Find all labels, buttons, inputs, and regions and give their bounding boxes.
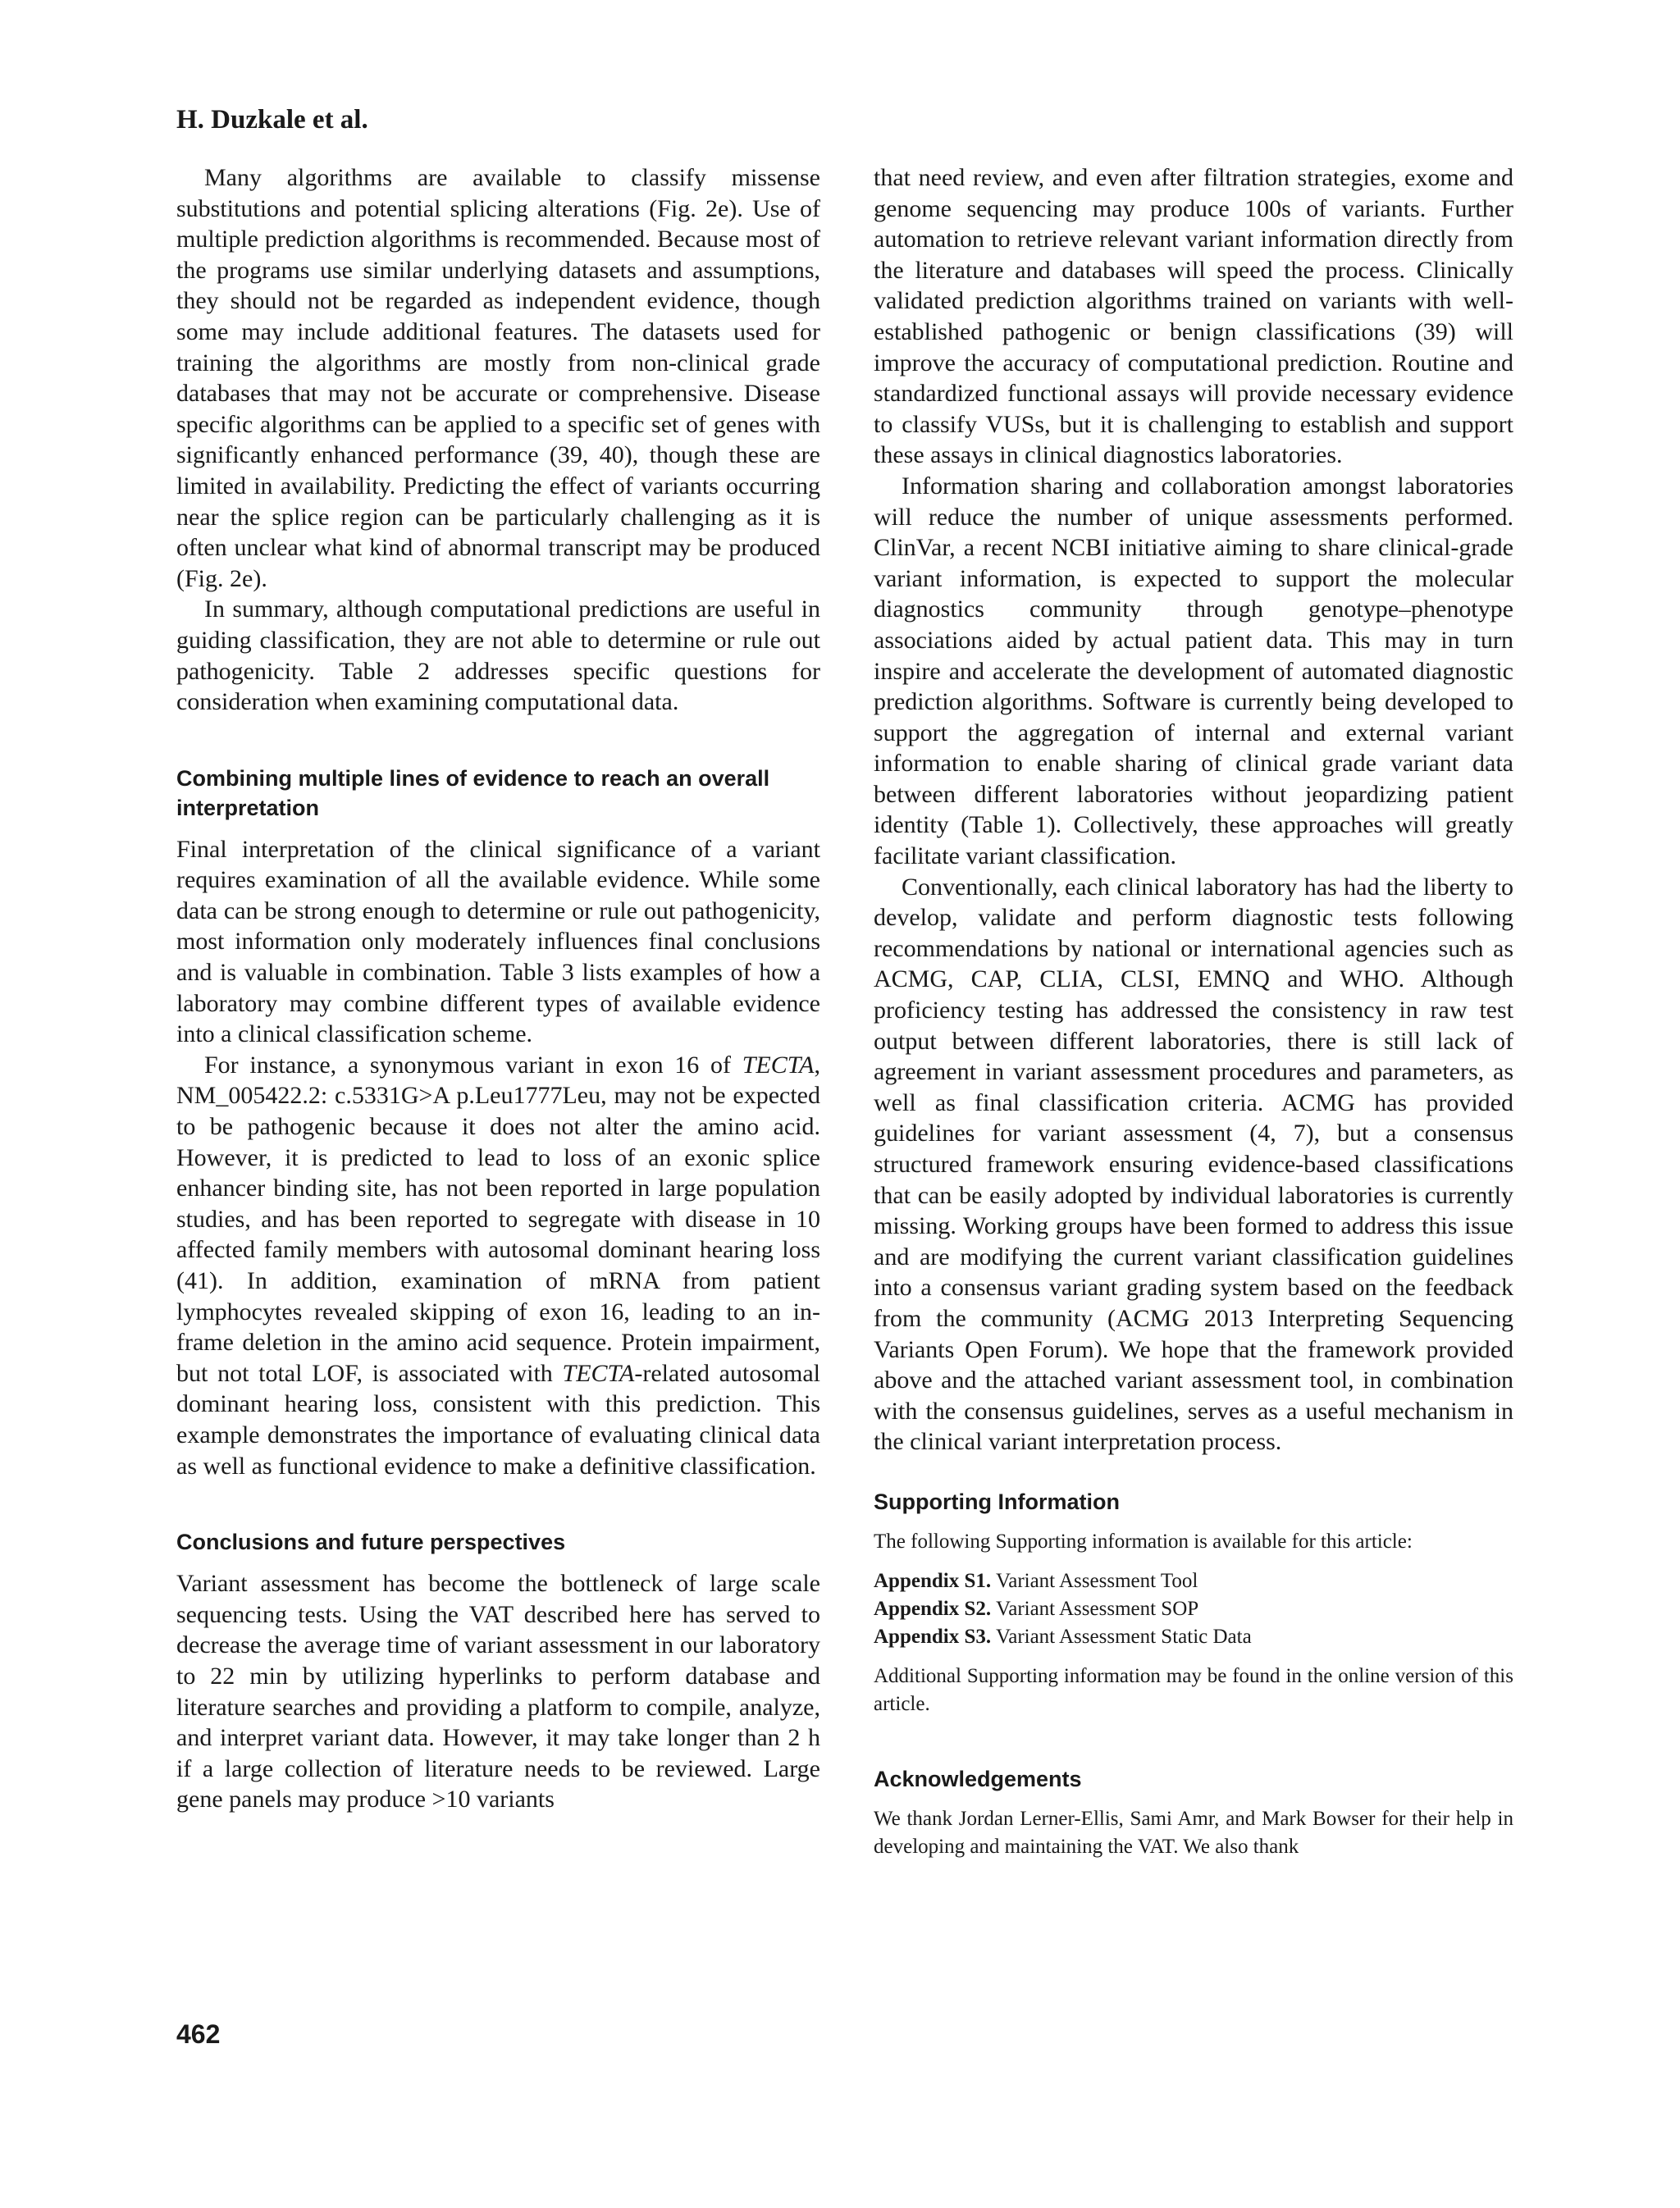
page-number: 462 — [176, 2019, 221, 2049]
supporting-intro: The following Supporting information is available for this article: — [874, 1530, 1413, 1553]
section-heading-supporting-information: Supporting Information — [874, 1489, 1120, 1514]
gene-name: TECTA — [742, 1051, 815, 1079]
appendix-item — [874, 1567, 1513, 1595]
appendix-label: Appendix S1. — [874, 1569, 992, 1592]
right-paragraph-2: Information sharing and collaboration amongst laboratories will reduce the number of unique assessments performed. ClinVar, a recent NCBI initiative aiming to share clinical-grade variant information, is expected to support the molecular diagnostics community through genotype–phenotype associations aided by actual patient data. This may in turn inspire and accelerate the development of automated diagnostic prediction algorithms. Software is currently being developed to support the aggregation of internal and external variant information to enable sharing of clinical grade variant data between different laboratories without jeopardizing patient identity (Table 1). Collectively, these approaches will greatly facilitate variant classification. — [874, 472, 1513, 870]
acknowledgements-text: We thank Jordan Lerner-Ellis, Sami Amr, and Mark Bowser for their help in developing and maintaining the VAT. We also thank — [874, 1807, 1513, 1858]
right-paragraph-1: that need review, and even after filtration strategies, exome and genome sequencing may produce 100s of variants. Further automation to retrieve relevant variant information directly from the literature and databases will speed the process. Clinically validated prediction algorithms trained on variants with well-established pathogenic or benign classifications (39) will improve the accuracy of computational prediction. Routine and standardized functional assays will provide necessary evidence to classify VUSs, but it is challenging to establish and support these assays in clinical diagnostics laboratories. — [874, 164, 1513, 469]
running-head: H. Duzkale et al. — [176, 105, 368, 135]
para4-text-c: -related autosomal dominant hearing loss, consistent with this prediction. This example demonstrates the importance of evaluating clinical data as well as functional evidence to make a definitive classification. — [176, 1359, 820, 1480]
left-paragraph-4 — [176, 1050, 820, 1481]
appendix-title: Variant Assessment SOP — [995, 1597, 1199, 1620]
left-paragraph-3: Final interpretation of the clinical significance of a variant requires examination of all the available evidence. While some data can be strong enough to determine or rule out pathogenicity, most information only moderately influences final conclusions and is valuable in combination. Table 3 lists examples of how a laboratory may combine different types of available evidence into a clinical classification scheme. — [176, 835, 820, 1048]
left-paragraph-2: In summary, although computational predictions are useful in guiding classification, they are not able to determine or rule out pathogenicity. Table 2 addresses specific questions for consideration when examining computational data. — [176, 595, 820, 716]
gene-name-2: TECTA — [562, 1359, 635, 1387]
appendix-item — [874, 1623, 1513, 1651]
appendix-item — [874, 1595, 1513, 1623]
para4-text-a: For instance, a synonymous variant in exon 16 of — [204, 1051, 742, 1079]
appendix-title: Variant Assessment Static Data — [995, 1625, 1252, 1648]
supporting-outro: Additional Supporting information may be found in the online version of this article. — [874, 1664, 1513, 1715]
right-column — [874, 162, 1513, 1861]
appendix-label: Appendix S2. — [874, 1597, 992, 1620]
appendix-label: Appendix S3. — [874, 1625, 992, 1648]
section-heading-acknowledgements: Acknowledgements — [874, 1766, 1082, 1791]
appendix-list — [874, 1567, 1513, 1651]
left-paragraph-5: Variant assessment has become the bottleneck of large scale sequencing tests. Using the VAT described here has served to decrease the average time of variant assessment in our laboratory to 22 min by utilizing hyperlinks to perform database and literature searches and providing a platform to compile, analyze, and interpret variant data. However, it may take longer than 2 h if a large collection of literature needs to be reviewed. Large gene panels may produce >10 variants — [176, 1570, 820, 1813]
section-heading-conclusions: Conclusions and future perspectives — [176, 1530, 566, 1555]
appendix-title: Variant Assessment Tool — [995, 1569, 1198, 1592]
para4-text-b: , NM_005422.2: c.5331G>A p.Leu1777Leu, may not be expected to be pathogenic because it does not alter the amino acid. However, it is predicted to lead to loss of an exonic splice enhancer binding site, has not been reported in large population studies, and has been reported to segregate with disease in 10 affected family members with autosomal dominant hearing loss (41). In addition, examination of mRNA from patient lymphocytes revealed skipping of exon 16, leading to an in-frame deletion in the amino acid sequence. Protein impairment, but not total LOF, is associated with — [176, 1051, 820, 1387]
left-paragraph-1: Many algorithms are available to classify missense substitutions and potential splicing alterations (Fig. 2e). Use of multiple prediction algorithms is recommended. Because most of the programs use similar underlying datasets and assumptions, they should not be regarded as independent evidence, though some may include additional features. The datasets used for training the algorithms are mostly from non-clinical grade databases that may not be accurate or comprehensive. Disease specific algorithms can be applied to a specific set of genes with significantly enhanced performance (39, 40), though these are limited in availability. Predicting the effect of variants occurring near the splice region can be particularly challenging as it is often unclear what kind of abnormal transcript may be produced (Fig. 2e). — [176, 164, 820, 592]
right-paragraph-3: Conventionally, each clinical laboratory has had the liberty to develop, validate and perform diagnostic tests following recommendations by national or international agencies such as ACMG, CAP, CLIA, CLSI, EMNQ and WHO. Although proficiency testing has addressed the consistency in raw test output between different laboratories, there is still lack of agreement in variant assessment procedures and parameters, as well as final classification criteria. ACMG has provided guidelines for variant assessment (4, 7), but a consensus structured framework ensuring evidence-based classifications that can be easily adopted by individual laboratories is currently missing. Working groups have been formed to address this issue and are modifying the current variant classification guidelines into a consensus variant grading system based on the feedback from the community (ACMG 2013 Interpreting Sequencing Variants Open Forum). We hope that the framework provided above and the attached variant assessment tool, in combination with the consensus guidelines, serves as a useful mechanism in the clinical variant interpretation process. — [874, 873, 1513, 1456]
left-column — [176, 162, 820, 1815]
section-heading-combining-evidence: Combining multiple lines of evidence to reach an overall interpretation — [176, 765, 770, 820]
